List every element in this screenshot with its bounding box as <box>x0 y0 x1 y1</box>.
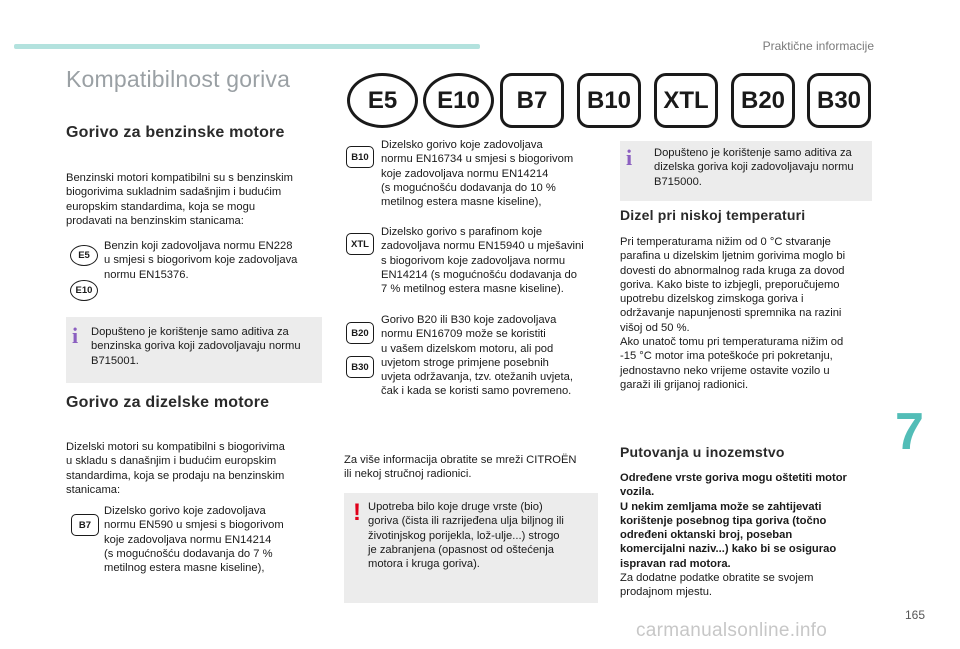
text-line: koje zadovoljava normu EN14214 <box>104 533 272 546</box>
fuel-badge-e5: E5 <box>347 73 418 128</box>
text-line: Benzinski motori kompatibilni su s benzinskim <box>66 172 293 184</box>
fuel-badge-b10: B10 <box>577 73 641 128</box>
text-line: U nekim zemljama može se zahtijevati <box>620 500 822 513</box>
travel-abroad-heading: Putovanja u inozemstvo <box>620 444 785 460</box>
fuel-badge-b30: B30 <box>807 73 871 128</box>
cold-diesel-text <box>620 235 875 392</box>
diesel-heading: Gorivo za dizelske motore <box>66 394 270 411</box>
text-line: normu EN16734 u smjesi s biogorivom <box>381 153 574 166</box>
text-line: određeni oktanski broj, poseban <box>620 529 793 542</box>
text-line: Benzin koji zadovoljava normu EN228 <box>104 240 293 252</box>
warning-icon: ! <box>353 499 361 526</box>
text-line: u vašem dizelskom motoru, ali pod <box>381 342 554 355</box>
text-line: Dizelsko gorivo koje zadovoljava <box>381 139 543 151</box>
text-line: uvjeta održavanja, tzv. otežanih uvjeta, <box>381 371 573 384</box>
b20-b30-description <box>381 313 596 399</box>
text-line: čak i kada se koristi samo povremeno. <box>381 385 572 398</box>
text-line: s biogorivom koje zadovoljava normu <box>381 254 566 267</box>
fuel-warning-box <box>344 493 598 603</box>
more-info-text <box>344 453 599 482</box>
e5-description <box>104 239 324 282</box>
badge-xtl-small: XTL <box>346 233 374 255</box>
text-line: ili nekoj stručnoj radionici. <box>344 468 472 481</box>
text-line: Gorivo B20 ili B30 koje zadovoljava <box>381 314 557 326</box>
fuel-badge-e10: E10 <box>423 73 494 128</box>
section-title: Praktične informacije <box>762 39 874 53</box>
text-line: benzinska goriva koji zadovoljavaju normu <box>91 340 301 353</box>
text-line: normu EN590 u smjesi s biogorivom <box>104 519 284 532</box>
text-line: prodajnom mjestu. <box>620 586 713 599</box>
text-line: Pri temperaturama nižim od 0 °C stvaranje <box>620 236 831 248</box>
fuel-badge-b7: B7 <box>500 73 564 128</box>
text-line: ispravan rad motora. <box>620 557 731 570</box>
text-line: Upotreba bilo koje druge vrste (bio) <box>368 501 543 513</box>
text-line: biogorivima sukladnim sadašnjim i budućim <box>66 186 282 199</box>
text-line: B715000. <box>654 175 702 188</box>
text-line: uvjetom stroge primjene posebnih <box>381 356 549 369</box>
badge-b30-small: B30 <box>346 356 374 378</box>
text-line: goriva (čista ili razrijeđena ulja biljnog ili <box>368 515 564 528</box>
fuel-badge-b20: B20 <box>731 73 795 128</box>
badge-b10-small: B10 <box>346 146 374 168</box>
text-line: Dopušteno je korištenje samo aditiva za <box>654 147 852 159</box>
text-line: komercijalni naziv...) kako bi se osigurao <box>620 543 837 556</box>
text-line: u skladu s današnjim i budućim europskim <box>66 455 277 468</box>
text-line: Dopušteno je korištenje samo aditiva za <box>91 326 289 338</box>
text-line: parafina u dizelskim ljetnim gorivima moglo bi <box>620 250 846 263</box>
text-line: metilnog estera masne kiseline), <box>381 196 542 209</box>
text-line: -15 °C motor ima poteškoće pri pokretanju, <box>620 350 833 363</box>
text-line: zadovoljava normu EN15940 u mješavini <box>381 240 584 253</box>
text-line: 7 % metilnog estera masne kiseline). <box>381 283 564 296</box>
xtl-description <box>381 225 596 296</box>
text-line: Određene vrste goriva mogu oštetiti motor <box>620 472 847 484</box>
text-line: motora i kruga goriva). <box>368 558 480 571</box>
fuel-badge-row <box>347 73 871 128</box>
petrol-additive-info-box <box>66 317 322 383</box>
watermark: carmanualsonline.info <box>636 620 828 641</box>
text-line: goriva. Kako biste to izbjegli, preporučujemo <box>620 278 840 291</box>
text-line: održavanje napunjenosti spremnika na razini <box>620 307 842 320</box>
page-title: Kompatibilnost goriva <box>66 66 291 92</box>
text-line: (s mogućnošću dodavanja do 10 % <box>381 181 556 194</box>
chapter-number: 7 <box>895 403 924 461</box>
text-line: dovesti do abnormalnog rada kruga za dovod <box>620 264 845 277</box>
text-line: koje zadovoljava normu EN14214 <box>381 167 549 180</box>
text-line: garaži ili grijanoj radionici. <box>620 378 749 391</box>
travel-abroad-text <box>620 471 875 600</box>
fuel-warning-text <box>368 500 594 571</box>
petrol-heading: Gorivo za benzinske motore <box>66 124 285 141</box>
text-line: normu EN15376. <box>104 268 189 281</box>
text-line: (s mogućnošću dodavanja do 7 % <box>104 547 273 560</box>
badge-b20-small: B20 <box>346 322 374 344</box>
diesel-intro <box>66 440 326 497</box>
b7-description <box>104 504 324 575</box>
badge-e5-small: E5 <box>70 245 98 266</box>
badge-e10-small: E10 <box>70 280 98 301</box>
text-line: korištenje posebnog tipa goriva (točno <box>620 514 827 527</box>
text-line: normu EN16709 može se koristiti <box>381 328 546 341</box>
text-line: Za više informacija obratite se mreži CITROËN <box>344 454 577 466</box>
text-line: u smjesi s biogorivom koje zadovoljava <box>104 254 298 267</box>
text-line: dizelska goriva koji zadovoljavaju normu <box>654 161 854 174</box>
text-line: metilnog estera masne kiseline), <box>104 562 265 575</box>
text-line: EN14214 (s mogućnošću dodavanja do <box>381 268 577 281</box>
text-line: stanicama: <box>66 483 121 496</box>
info-icon: i <box>626 145 633 170</box>
text-line: Dizelski motori su kompatibilni s biogorivima <box>66 441 285 453</box>
info-icon: i <box>72 323 79 348</box>
badge-b7-small: B7 <box>71 514 99 536</box>
diesel-additive-info-box <box>620 141 872 201</box>
text-line: Ako unatoč tomu pri temperaturama nižim od <box>620 336 844 349</box>
text-line: europskim standardima, koja se mogu <box>66 200 256 213</box>
diesel-additive-text <box>654 146 868 189</box>
text-line: je zabranjena (opasnost od oštećenja <box>368 543 554 556</box>
text-line: upotrebu dizelskog zimskoga goriva i <box>620 293 804 306</box>
text-line: vozila. <box>620 486 655 499</box>
text-line: standardima, koja se prodaju na benzinskim <box>66 469 285 482</box>
b10-description <box>381 138 596 209</box>
text-line: jednostavno neko vrijeme ostavite vozilo u <box>620 364 830 377</box>
text-line: životinjskog porijekla, lož-ulje...) strogo <box>368 529 560 542</box>
page-number: 165 <box>905 608 926 622</box>
fuel-badge-xtl: XTL <box>654 73 718 128</box>
text-line: B715001. <box>91 354 139 367</box>
header-accent-bar <box>14 44 480 49</box>
petrol-additive-text <box>91 325 319 368</box>
text-line: Dizelsko gorivo s parafinom koje <box>381 226 543 238</box>
text-line: Dizelsko gorivo koje zadovoljava <box>104 505 266 517</box>
text-line: višoj od 50 %. <box>620 321 690 334</box>
text-line: prodavati na benzinskim stanicama: <box>66 214 244 227</box>
petrol-intro <box>66 171 326 228</box>
text-line: Za dodatne podatke obratite se svojem <box>620 572 814 585</box>
cold-diesel-heading: Dizel pri niskoj temperaturi <box>620 207 806 223</box>
